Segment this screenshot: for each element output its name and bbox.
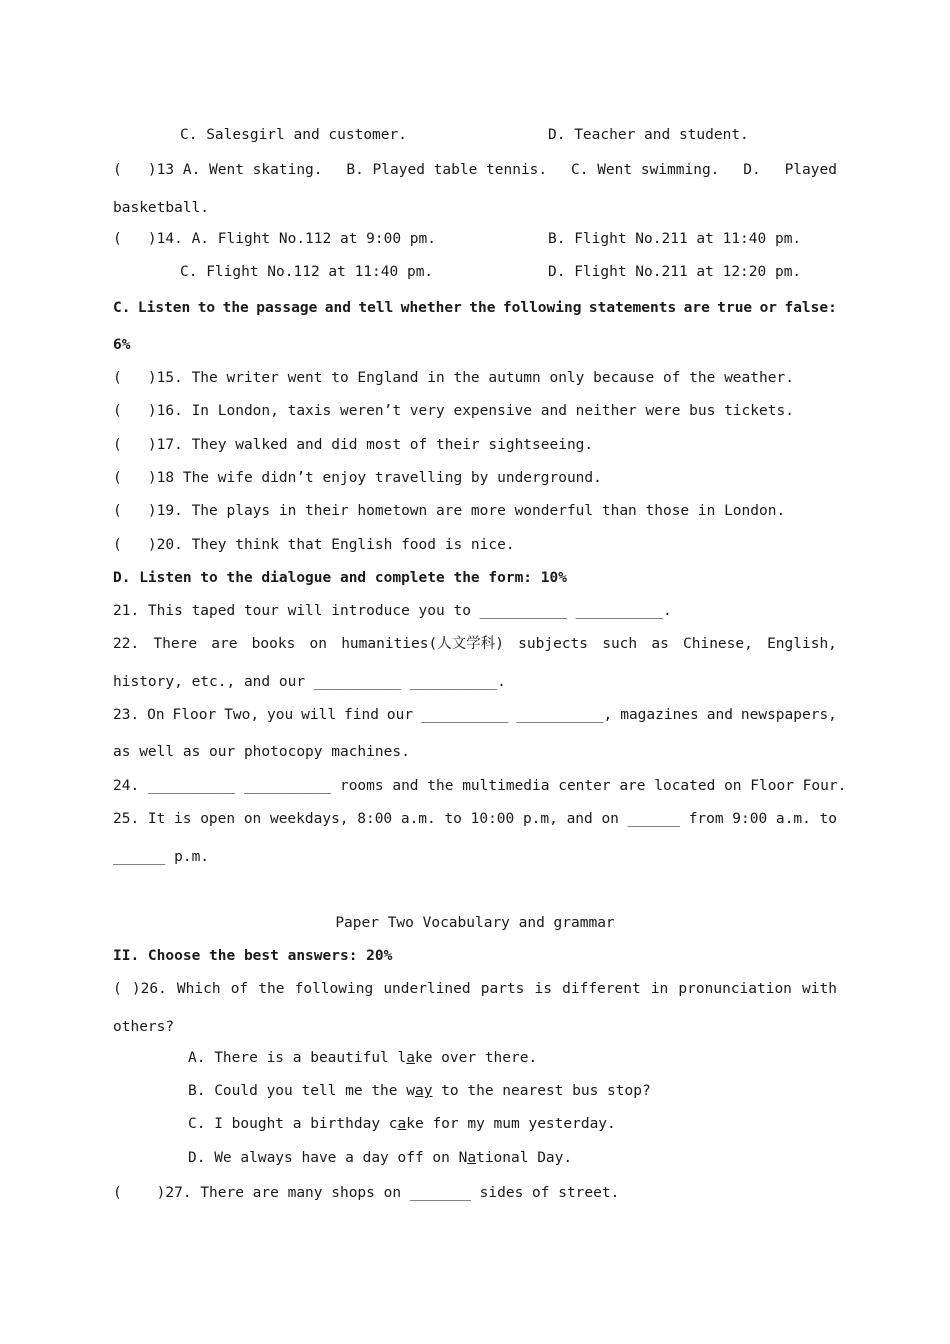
q23-line-2: as well as our photocopy machines. <box>113 744 410 760</box>
word: English, <box>767 636 837 652</box>
word: underlined <box>383 981 471 997</box>
word: from <box>688 811 724 827</box>
q15: ( )15. The writer went to England in the autumn only because of the weather. <box>113 370 794 386</box>
q19: ( )19. The plays in their hometown are more wonderful than those in London. <box>113 503 786 519</box>
q14-option-d: D. Flight No.211 at 12:20 pm. <box>548 264 802 280</box>
word: of <box>230 981 249 997</box>
word: statements <box>588 300 677 316</box>
q26-line-2: others? <box>113 1019 175 1035</box>
word: pronunciation <box>678 981 792 997</box>
q22-line-1 <box>113 634 837 654</box>
word: true <box>717 300 753 316</box>
q21: 21. This taped tour will introduce you to __________ __________. <box>113 603 672 619</box>
q25-line-2: ______ p.m. <box>113 849 210 865</box>
word: 23. <box>113 707 140 723</box>
word: on <box>309 636 327 652</box>
word: the <box>469 300 496 316</box>
q24: 24. __________ __________ rooms and the multimedia center are located on Floor Four. <box>113 778 847 794</box>
q26-option-a: A. There is a beautiful lake over there. <box>188 1050 538 1066</box>
word: to <box>819 811 837 827</box>
word: to <box>197 300 216 316</box>
word: C. <box>113 300 131 316</box>
word: passage <box>256 300 318 316</box>
q14-option-b: B. Flight No.211 at 11:40 pm. <box>548 231 802 247</box>
word: a.m. <box>400 811 436 827</box>
q26-option-b: B. Could you tell me the way to the nearest bus stop? <box>188 1083 651 1099</box>
paper-two-title: Paper Two Vocabulary and grammar <box>335 915 615 931</box>
word: humanities(人文学科) <box>341 636 504 652</box>
word: Listen <box>137 300 191 316</box>
word: 22. <box>113 636 140 652</box>
word: C. Went swimming. <box>571 162 720 178</box>
word: subjects <box>518 636 589 652</box>
word: B. Played table tennis. <box>346 162 548 178</box>
q13-line-1 <box>113 160 837 180</box>
q13-line-2: basketball. <box>113 200 210 216</box>
word: tell <box>358 300 394 316</box>
word: On <box>147 707 165 723</box>
word: will <box>301 707 337 723</box>
word: are <box>683 300 710 316</box>
word: on <box>601 811 619 827</box>
section-c-heading-score: 6% <box>113 337 131 353</box>
word: and <box>706 707 733 723</box>
word: Two, <box>224 707 260 723</box>
word: following <box>502 300 582 316</box>
word: on <box>243 811 262 827</box>
section-d-heading: D. Listen to the dialogue and complete the form: 10% <box>113 570 567 586</box>
word: such <box>602 636 638 652</box>
word: is <box>534 981 552 997</box>
word: ______ <box>627 811 680 827</box>
word: __________, <box>516 707 613 723</box>
word: a.m. <box>775 811 811 827</box>
q20: ( )20. They think that English food is nice. <box>113 537 515 553</box>
word: and <box>324 300 351 316</box>
section-ii-heading: II. Choose the best answers: 20% <box>113 948 393 964</box>
word: Chinese, <box>683 636 753 652</box>
word: different <box>562 981 641 997</box>
word: Floor <box>172 707 217 723</box>
word: Played <box>784 162 837 178</box>
word: with <box>802 981 837 997</box>
word: the <box>258 981 285 997</box>
q14-option-a: ( )14. A. Flight No.112 at 9:00 pm. <box>113 231 437 247</box>
word: false: <box>784 300 837 316</box>
q12-option-c: C. Salesgirl and customer. <box>180 127 407 143</box>
word: newspapers, <box>740 707 837 723</box>
word: ( <box>113 981 122 997</box>
word: There <box>153 636 198 652</box>
word: D. <box>743 162 761 178</box>
word: Which <box>176 981 221 997</box>
word: ( )13 A. Went skating. <box>113 162 323 178</box>
word: and <box>566 811 593 827</box>
q26-option-d: D. We always have a day off on National Day. <box>188 1150 573 1166</box>
word: 9:00 <box>732 811 768 827</box>
q27: ( )27. There are many shops on _______ sides of street. <box>113 1185 620 1201</box>
word: is <box>174 811 192 827</box>
word: following <box>294 981 374 997</box>
word: 10:00 <box>470 811 515 827</box>
word: are <box>211 636 238 652</box>
word: parts <box>480 981 525 997</box>
q16: ( )16. In London, taxis weren’t very expensive and neither were bus tickets. <box>113 403 794 419</box>
word: as <box>651 636 669 652</box>
q17: ( )17. They walked and did most of their sightseeing. <box>113 437 594 453</box>
word: magazines <box>620 707 699 723</box>
word: find <box>344 707 379 723</box>
q25-line-1 <box>113 809 837 829</box>
q12-option-d: D. Teacher and student. <box>548 127 749 143</box>
word: )26. <box>131 981 167 997</box>
word: the <box>222 300 249 316</box>
word: __________ <box>421 707 509 723</box>
q23-line-1 <box>113 705 837 725</box>
word: our <box>386 707 414 723</box>
q26-option-c: C. I bought a birthday cake for my mum yesterday. <box>188 1116 616 1132</box>
word: to <box>444 811 462 827</box>
word: weekdays, <box>269 811 349 827</box>
section-c-heading <box>113 298 837 318</box>
word: 8:00 <box>357 811 393 827</box>
q22-line-2: history, etc., and our __________ __________. <box>113 674 506 690</box>
word: open <box>200 811 236 827</box>
word: It <box>147 811 166 827</box>
word: you <box>267 707 294 723</box>
q26-line-1 <box>113 979 837 999</box>
q18: ( )18 The wife didn’t enjoy travelling by underground. <box>113 470 602 486</box>
word: p.m, <box>522 811 558 827</box>
word: 25. <box>113 811 140 827</box>
q14-option-c: C. Flight No.112 at 11:40 pm. <box>180 264 434 280</box>
word: whether <box>400 300 462 316</box>
word: or <box>759 300 778 316</box>
word: books <box>251 636 296 652</box>
word: in <box>650 981 669 997</box>
